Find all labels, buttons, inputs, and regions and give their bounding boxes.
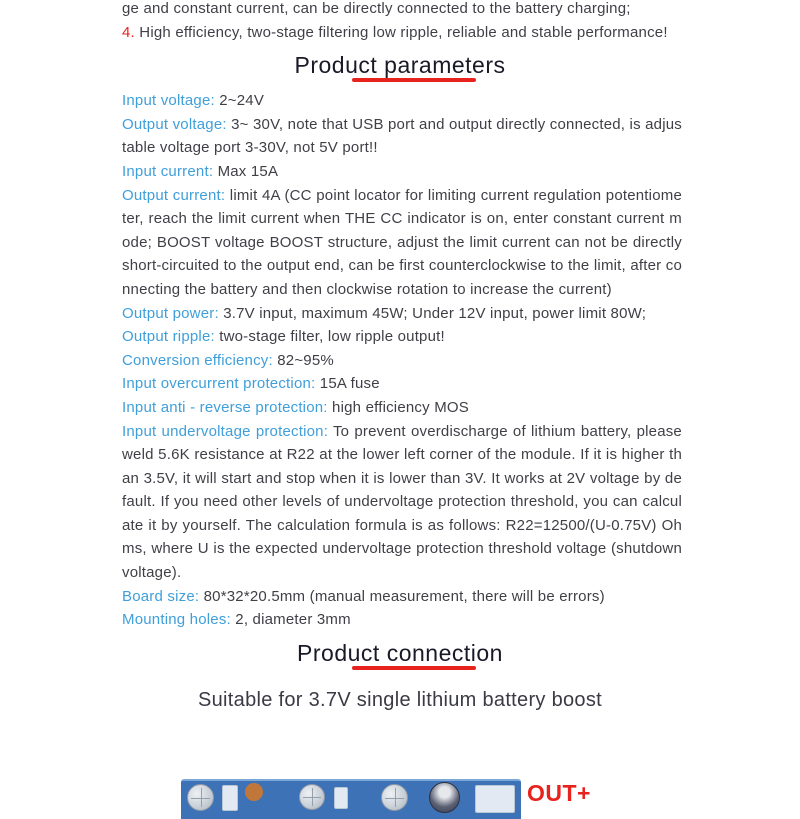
parameter-row: [122, 325, 682, 349]
parameter-row: [122, 420, 682, 585]
parameter-value: 80*32*20.5mm (manual measurement, there will be errors): [203, 587, 605, 605]
parameter-label: Board size:: [122, 587, 200, 605]
parameter-label: Output ripple:: [122, 328, 215, 346]
parameter-label: Input voltage:: [122, 92, 215, 110]
parameters-list: [122, 89, 682, 632]
capacitor-icon: [299, 784, 325, 810]
parameter-label: Output power:: [122, 304, 219, 322]
component-icon: [334, 787, 348, 809]
feature-item-4: [122, 21, 682, 45]
parameter-row: [122, 396, 682, 420]
section-title-parameters: [0, 52, 800, 83]
parameter-value: high efficiency MOS: [332, 398, 469, 416]
feature-item-number: 4.: [122, 23, 135, 41]
parameter-label: Mounting holes:: [122, 611, 231, 629]
parameter-value: 3~ 30V, note that USB port and output directly connected, is adjustable voltage port 3-30V, not 5V port!!: [122, 115, 683, 157]
parameter-value: 2~24V: [219, 92, 265, 110]
connection-subtitle: Suitable for 3.7V single lithium battery boost: [197, 688, 602, 711]
features-intro: [122, 0, 682, 44]
capacitor-icon: [381, 784, 408, 811]
red-underline: [352, 78, 476, 82]
parameter-value: limit 4A (CC point locator for limiting current regulation potentiometer, reach the limit current when THE CC indicator is on, enter constant current mode; BOOST voltage BOOST structure, adjust the limit current can not be directly short-circuited to the output end, can be first counterclockwise to the limit, after connecting the battery and then clockwise rotation to increase the current): [122, 186, 682, 298]
parameter-row: [122, 372, 682, 396]
parameter-row: [122, 113, 682, 160]
feature-item-text: High efficiency, two-stage filtering low ripple, reliable and stable performance!: [139, 23, 668, 41]
section-title-connection: [0, 640, 800, 671]
red-underline: [352, 666, 476, 670]
parameter-value: 2, diameter 3mm: [235, 611, 351, 629]
parameter-label: Conversion efficiency:: [122, 351, 273, 369]
parameter-label: Input current:: [122, 162, 214, 180]
parameter-row: [122, 585, 682, 609]
board-out-plus-label: OUT+: [527, 780, 591, 806]
parameter-row: [122, 302, 682, 326]
capacitor-icon: [187, 784, 214, 811]
component-icon: [222, 785, 238, 811]
inductor-coil-icon: [245, 783, 263, 801]
parameter-value: two-stage filter, low ripple output!: [219, 328, 445, 346]
section-title-text: Product parameters: [294, 52, 506, 79]
product-board-image: [181, 779, 521, 819]
feature-text-continuation: ge and constant current, can be directly connected to the battery charging;: [122, 0, 631, 17]
parameter-row: [122, 349, 682, 373]
capacitor-icon: [429, 782, 460, 813]
parameter-label: Input overcurrent protection:: [122, 375, 316, 393]
parameter-label: Output voltage:: [122, 115, 227, 133]
parameter-label: Output current:: [122, 186, 226, 204]
parameter-label: Input anti - reverse protection:: [122, 398, 328, 416]
parameter-value: 82~95%: [277, 351, 334, 369]
parameter-row: [122, 184, 682, 302]
section-title-text: Product connection: [297, 639, 503, 666]
parameter-row: [122, 89, 682, 113]
parameter-row: [122, 608, 682, 632]
parameter-label: Input undervoltage protection:: [122, 422, 329, 440]
terminal-block-icon: [475, 785, 515, 813]
parameter-value: To prevent overdischarge of lithium battery, please weld 5.6K resistance at R22 at the lower left corner of the module. If it is higher than 3.5V, it will start and stop when it is lower than 3V. It works at 2V voltage by default. If you need other levels of undervoltage protection threshold, you can calculate it by yourself. The calculation formula is as follows: R22=12500/(U-0.75V) Ohms, where U is the expected undervoltage protection threshold voltage (shutdown voltage).: [122, 422, 682, 582]
parameter-value: Max 15A: [217, 162, 279, 180]
parameter-value: 3.7V input, maximum 45W; Under 12V input, power limit 80W;: [223, 304, 647, 322]
parameter-value: 15A fuse: [319, 375, 380, 393]
parameter-row: [122, 160, 682, 184]
